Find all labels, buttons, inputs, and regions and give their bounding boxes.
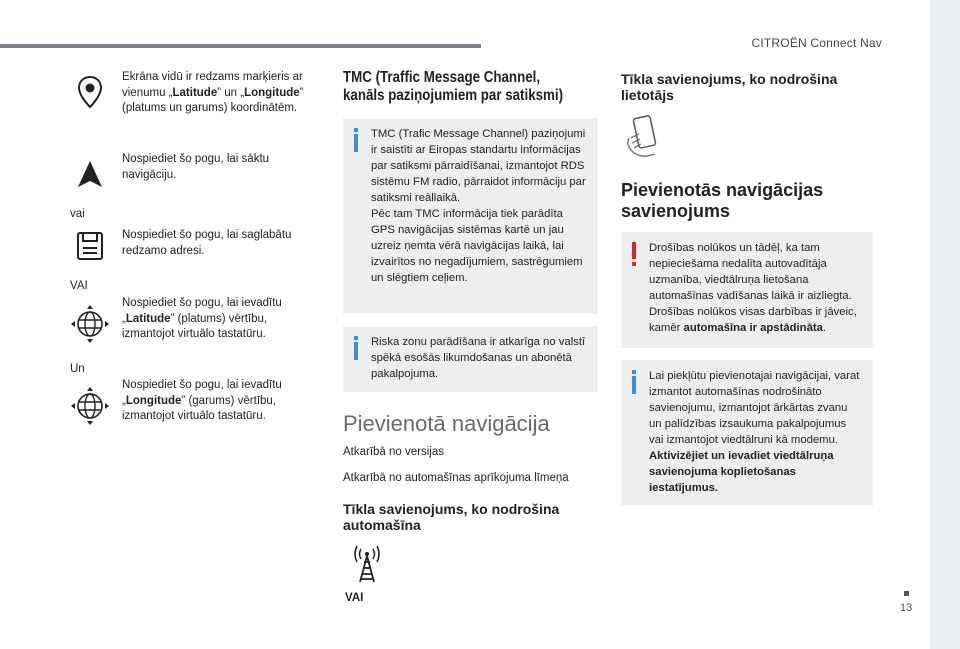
- safety-warning-box: [621, 232, 873, 348]
- separator-or-upper: VAI: [70, 280, 88, 292]
- location-pin-icon: [72, 74, 108, 110]
- safety-warning-text: Drošības nolūkos un tādēļ, ka tam nepieciešama nedalīta autovadītāja uzmanība, viedtālruņa lietošana automašīnas vadīšanas laikā ir aizliegta. Drošības nolūkos visas darbības ir jāveic, kamēr automašīna ir apstādināta.: [649, 242, 857, 334]
- connected-navigation-title: Pievienotā navigācija: [343, 411, 550, 436]
- page-marker: [904, 591, 909, 596]
- antenna-tower-icon: [350, 544, 384, 584]
- info-icon: [631, 370, 637, 399]
- depends-equipment-text: Atkarībā no automašīnas aprīkojuma līmeņa: [343, 472, 569, 484]
- or-label: VAI: [345, 592, 364, 604]
- warning-icon: [631, 242, 637, 271]
- enter-longitude-text: Nospiediet šo pogu, lai ievadītu „Longitude” (garums) vērtību, izmantojot virtuālo tastatūru.: [122, 379, 282, 422]
- separator-and: Un: [70, 363, 85, 375]
- tmc-info-text: TMC (Trafic Message Channel) paziņojumi ir saistīti ar Eiropas standartu informācijas par satiksmi pārraidīšanai, izmantojot RDS sistēmu FM radio, pārraidot informāciju par satiksmi reāllaikā.: [371, 128, 586, 204]
- separator-or: vai: [70, 208, 85, 220]
- info-icon: [353, 336, 359, 365]
- latlong-description: Ekrāna vidū ir redzams marķieris ar vienumu „Latitude” un „Longitude” (platums un garums) koordinātēm.: [122, 71, 304, 114]
- smartphone-hand-icon: [621, 114, 665, 160]
- top-rule: [0, 44, 481, 48]
- tmc-info-box: [343, 118, 598, 314]
- risk-info-box: [343, 326, 598, 392]
- save-disk-icon: [72, 228, 108, 264]
- risk-info-text: Riska zonu parādīšana ir atkarīga no valstī spēkā esošās likumdošanas un abonētā pakalpojuma.: [371, 336, 586, 380]
- connection-info-text: Lai piekļūtu pievienotajai navigācijai, varat izmantot automašīnas nodrošināto savienojumu, izmantojot ārkārtas zvanu un palīdzības izsaukuma pakalpojumus vai izmantojot viedtālruni kā modemu.: [649, 370, 860, 446]
- depends-version-text: Atkarībā no versijas: [343, 446, 444, 458]
- tmc-info-text-2: Pēc tam TMC informācija tiek parādīta GPS navigācijas sistēmas kartē un jau uzreiz ņemta vērā navigācijas laikā, lai izvairītos no negadījumiem, sastrēgumiem un slēgtiem ceļiem.: [371, 208, 583, 284]
- page-side-strip: [930, 0, 960, 649]
- brand-label: CITROËN Connect Nav: [751, 36, 882, 50]
- net-user-heading: Tīkla savienojums, ko nodrošina lietotājs: [621, 71, 838, 103]
- connection-info-box: [621, 360, 873, 506]
- save-address-text: Nospiediet šo pogu, lai saglabātu redzamo adresi.: [122, 229, 292, 257]
- enter-latitude-text: Nospiediet šo pogu, lai ievadītu „Latitude” (platums) vērtību, izmantojot virtuālo tastatūru.: [122, 297, 282, 340]
- net-car-heading: Tīkla savienojums, ko nodrošina automašīna: [343, 501, 560, 533]
- page-number: 13: [900, 602, 913, 614]
- globe-arrows-icon: [70, 304, 110, 344]
- info-icon: [353, 128, 359, 157]
- connection-info-instruction: Aktivizējiet un ievadiet viedtālruņa savienojuma koplietošanas iestatījumus.: [649, 450, 834, 494]
- connected-navigation-heading: Pievienotās navigācijas savienojums: [621, 180, 824, 221]
- navigation-arrow-icon: [72, 156, 108, 192]
- start-navigation-text: Nospiediet šo pogu, lai sāktu navigāciju.: [122, 153, 270, 181]
- tmc-heading: TMC (Traffic Message Channel, kanāls paziņojumiem par satiksmi): [343, 69, 564, 104]
- globe-arrows-icon: [70, 386, 110, 426]
